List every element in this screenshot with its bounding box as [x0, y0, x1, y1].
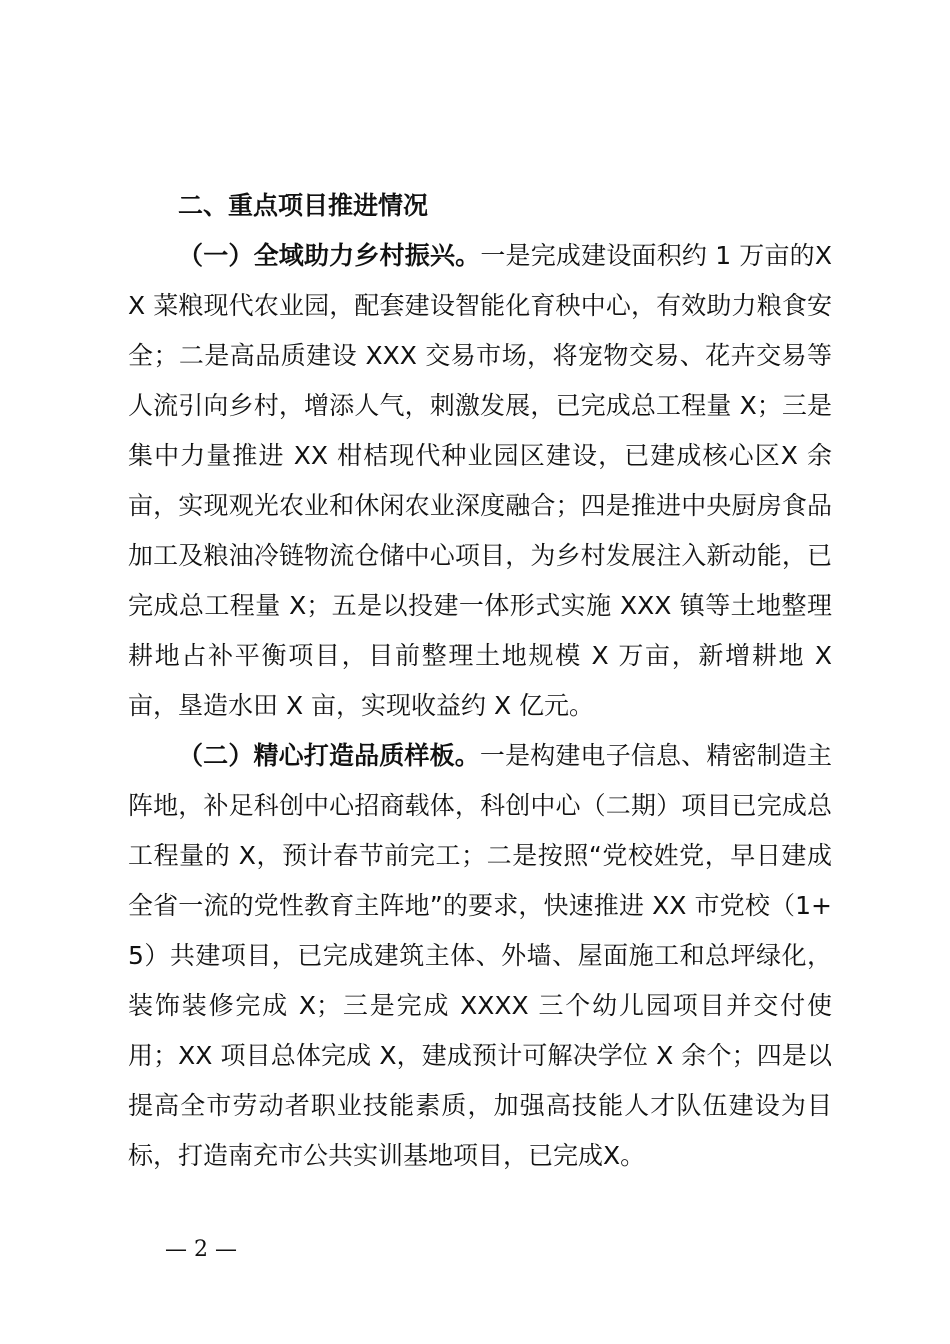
page-number: — 2 —: [165, 1237, 237, 1262]
paragraph-body-text: 一是构建电子信息、精密制造主阵地，补足科创中心招商载体，科创中心（二期）项目已完成总工程量的 X，预计春节前完工；二是按照“党校姓党，早日建成全省一流的党性教育主阵地”的要求，快速推进 XX 市党校（1+5）共建项目，已完成建筑主体、外墙、屋面施工和总坪绿化，装饰装修完成 X；三是完成 XXXX 三个幼儿园项目并交付使用；XX 项目总体完成 X，建成预计可解决学位 X 余个；四是以提高全市劳动者职业技能素质，加强高技能人才队伍建设为目标，打造南充市公共实训基地项目，已完成X。: [128, 741, 832, 1170]
section-heading: 二、重点项目推进情况: [178, 191, 429, 220]
paragraph-lead-title: （一）全域助力乡村振兴。: [178, 241, 481, 270]
document-body: [128, 181, 832, 1181]
paragraph-quality-model: [128, 731, 832, 1181]
paragraph-body-text: 一是完成建设面积约 1 万亩的XX 菜粮现代农业园，配套建设智能化育秧中心，有效助力粮食安全；二是高品质建设 XXX 交易市场，将宠物交易、花卉交易等人流引向乡村，增添人气，刺激发展，已完成总工程量 X；三是集中力量推进 XX 柑桔现代种业园区建设，已建成核心区X 余亩，实现观光农业和休闲农业深度融合；四是推进中央厨房食品加工及粮油冷链物流仓储中心项目，为乡村发展注入新动能，已完成总工程量 X；五是以投建一体形式实施 XXX 镇等土地整理耕地占补平衡项目，目前整理土地规模 X 万亩，新增耕地 X 亩，垦造水田 X 亩，实现收益约 X 亿元。: [128, 241, 832, 720]
paragraph-rural-revitalization: [128, 231, 832, 731]
paragraph-lead-title: （二）精心打造品质样板。: [178, 741, 480, 770]
